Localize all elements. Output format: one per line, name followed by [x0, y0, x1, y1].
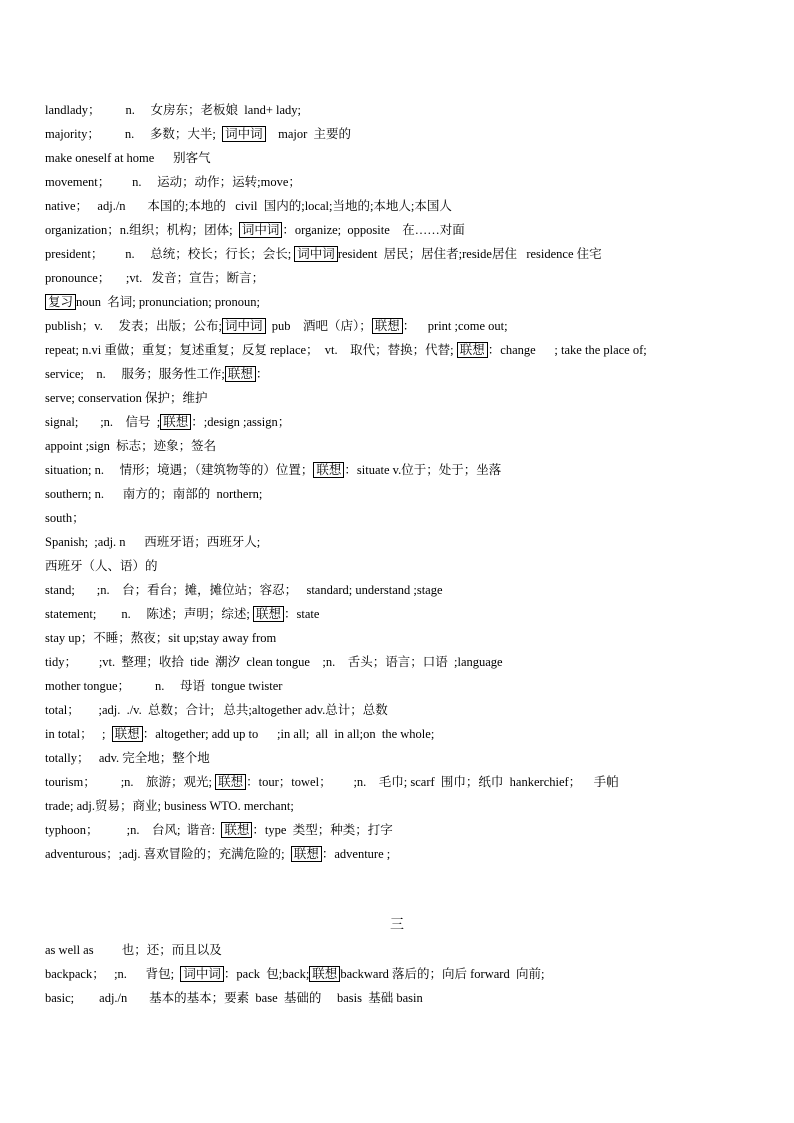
line-text: total； ;adj. ./v. 总数；合计; 总共;altogether adv.总计；总数: [45, 703, 388, 717]
line-text: Spanish; ;adj. n 西班牙语；西班牙人;: [45, 535, 261, 549]
boxed-tag: 联想: [313, 462, 344, 478]
line-text: make oneself at home 别客气: [45, 151, 211, 165]
vocab-line: [45, 938, 785, 962]
vocab-line: [45, 578, 785, 602]
boxed-tag: 联想: [112, 726, 143, 742]
line-text: situation; n. 情形；境遇；（建筑物等的）位置；: [45, 463, 314, 477]
line-text: basic; adj./n 基本的基本；要素 base 基础的 basis 基础 basin: [45, 991, 423, 1005]
line-text: major 主要的: [265, 127, 352, 141]
vocab-line: [45, 650, 785, 674]
vocab-line: [45, 314, 785, 338]
boxed-tag: 词中词: [239, 222, 283, 238]
line-text: adventurous；;adj. 喜欢冒险的；充满危险的;: [45, 847, 291, 861]
vocab-line: [45, 530, 785, 554]
line-text: serve; conservation 保护；维护: [45, 391, 208, 405]
vocab-line: [45, 674, 785, 698]
line-text: tourism； ;n. 旅游；观光;: [45, 775, 216, 789]
vocab-line: [45, 986, 785, 1010]
vocab-line: [45, 362, 785, 386]
boxed-tag: 联想: [253, 606, 284, 622]
line-text: 西班牙（人、语）的: [45, 559, 158, 573]
line-text: ：situate v.位于；处于；坐落: [344, 463, 502, 477]
line-text: ：adventure ;: [321, 847, 391, 861]
line-text: backpack； ;n. 背包;: [45, 967, 181, 981]
line-text: appoint ;sign 标志；迹象；签名: [45, 439, 217, 453]
line-text: ：altogether; add up to ;in all; all in all;on the whole;: [142, 727, 435, 741]
line-text: stand; ;n. 台；看台；摊，摊位站；容忍； standard; understand ;stage: [45, 583, 443, 597]
vocab-line: [45, 122, 785, 146]
boxed-tag: 联想: [215, 774, 246, 790]
line-text: tidy； ;vt. 整理；收拾 tide 潮汐 clean tongue ;n. 舌头；语言；口语 ;language: [45, 655, 503, 669]
vocab-line: [45, 818, 785, 842]
line-text: resident 居民；居住者;reside居住 residence 住宅: [337, 247, 602, 261]
boxed-tag: 联想: [457, 342, 488, 358]
boxed-tag: 词中词: [222, 318, 266, 334]
vocab-line: [45, 266, 785, 290]
vocab-line: [45, 194, 785, 218]
line-text: backward 落后的；向后 forward 向前;: [340, 967, 545, 981]
boxed-tag: 联想: [291, 846, 322, 862]
vocab-line: [45, 458, 785, 482]
line-text: as well as 也；还；而且以及: [45, 943, 222, 957]
boxed-tag: 复习: [45, 294, 76, 310]
line-text: ：type 类型；种类；打字: [252, 823, 393, 837]
vocab-line: [45, 698, 785, 722]
boxed-tag: 词中词: [222, 126, 266, 142]
vocab-line: [45, 218, 785, 242]
vocab-line: [45, 386, 785, 410]
vocab-line: [45, 794, 785, 818]
vocab-line: [45, 626, 785, 650]
line-text: ：tour；towel； ;n. 毛巾; scarf 围巾；纸巾 hankerchief； 手帕: [246, 775, 619, 789]
line-text: south；: [45, 511, 85, 525]
line-text: service; n. 服务；服务性工作;: [45, 367, 225, 381]
boxed-tag: 联想: [160, 414, 191, 430]
line-text: noun 名词; pronunciation; pronoun;: [76, 295, 261, 309]
line-text: signal; ;n. 信号 ;: [45, 415, 161, 429]
vocab-line: [45, 482, 785, 506]
vocabulary-list: [45, 98, 785, 866]
line-text: ：;design ;assign；: [191, 415, 291, 429]
line-text: native； adj./n 本国的;本地的 civil 国内的;local;当地的;本地人;本国人: [45, 199, 452, 213]
vocab-line: [45, 842, 785, 866]
vocab-line: [45, 722, 785, 746]
line-text: ：: [255, 367, 269, 381]
line-text: president； n. 总统；校长；行长；会长;: [45, 247, 295, 261]
vocab-line: [45, 506, 785, 530]
vocab-line: [45, 770, 785, 794]
section-heading: 三: [390, 918, 404, 933]
vocab-line: [45, 962, 785, 986]
vocabulary-list-section-3: [45, 938, 785, 1010]
vocab-line: [45, 410, 785, 434]
line-text: trade; adj.贸易；商业; business WTO. merchant;: [45, 799, 294, 813]
boxed-tag: 联想: [221, 822, 252, 838]
boxed-tag: 联想: [372, 318, 403, 334]
line-text: organization；n.组织；机构；团体;: [45, 223, 239, 237]
line-text: landlady； n. 女房东；老板娘 land+ lady;: [45, 103, 301, 117]
line-text: publish；v. 发表；出版；公布;: [45, 319, 222, 333]
line-text: majority； n. 多数；大半;: [45, 127, 223, 141]
line-text: southern; n. 南方的；南部的 northern;: [45, 487, 263, 501]
vocab-line: [45, 146, 785, 170]
vocab-line: [45, 98, 785, 122]
boxed-tag: 词中词: [294, 246, 338, 262]
line-text: ： print ;come out;: [402, 319, 508, 333]
line-text: mother tongue； n. 母语 tongue twister: [45, 679, 283, 693]
vocab-line: [45, 242, 785, 266]
vocab-line: [45, 170, 785, 194]
line-text: ：change ; take the place of;: [487, 343, 647, 357]
vocab-line: [45, 290, 785, 314]
vocab-line: [45, 338, 785, 362]
line-text: typhoon； ;n. 台风; 谐音:: [45, 823, 222, 837]
line-text: ：organize; opposite 在……对面: [282, 223, 465, 237]
line-text: movement； n. 运动；动作；运转;move；: [45, 175, 301, 189]
line-text: pronounce； ;vt. 发音；宣告；断言；: [45, 271, 265, 285]
boxed-tag: 词中词: [180, 966, 224, 982]
vocab-line: [45, 602, 785, 626]
line-text: ：pack 包;back;: [223, 967, 310, 981]
line-text: pub 酒吧（店）；: [265, 319, 372, 333]
line-text: in total； ;: [45, 727, 112, 741]
vocab-line: [45, 746, 785, 770]
line-text: stay up；不睡；熬夜；sit up;stay away from: [45, 631, 277, 645]
boxed-tag: 联想: [309, 966, 340, 982]
line-text: totally； adv. 完全地；整个地: [45, 751, 210, 765]
vocab-line: [45, 554, 785, 578]
line-text: statement; n. 陈述；声明；综述;: [45, 607, 253, 621]
line-text: ：state: [284, 607, 320, 621]
vocab-line: [45, 434, 785, 458]
boxed-tag: 联想: [225, 366, 256, 382]
line-text: repeat; n.vi 重做；重复；复述重复；反复 replace； vt. 取代；替换；代替;: [45, 343, 457, 357]
